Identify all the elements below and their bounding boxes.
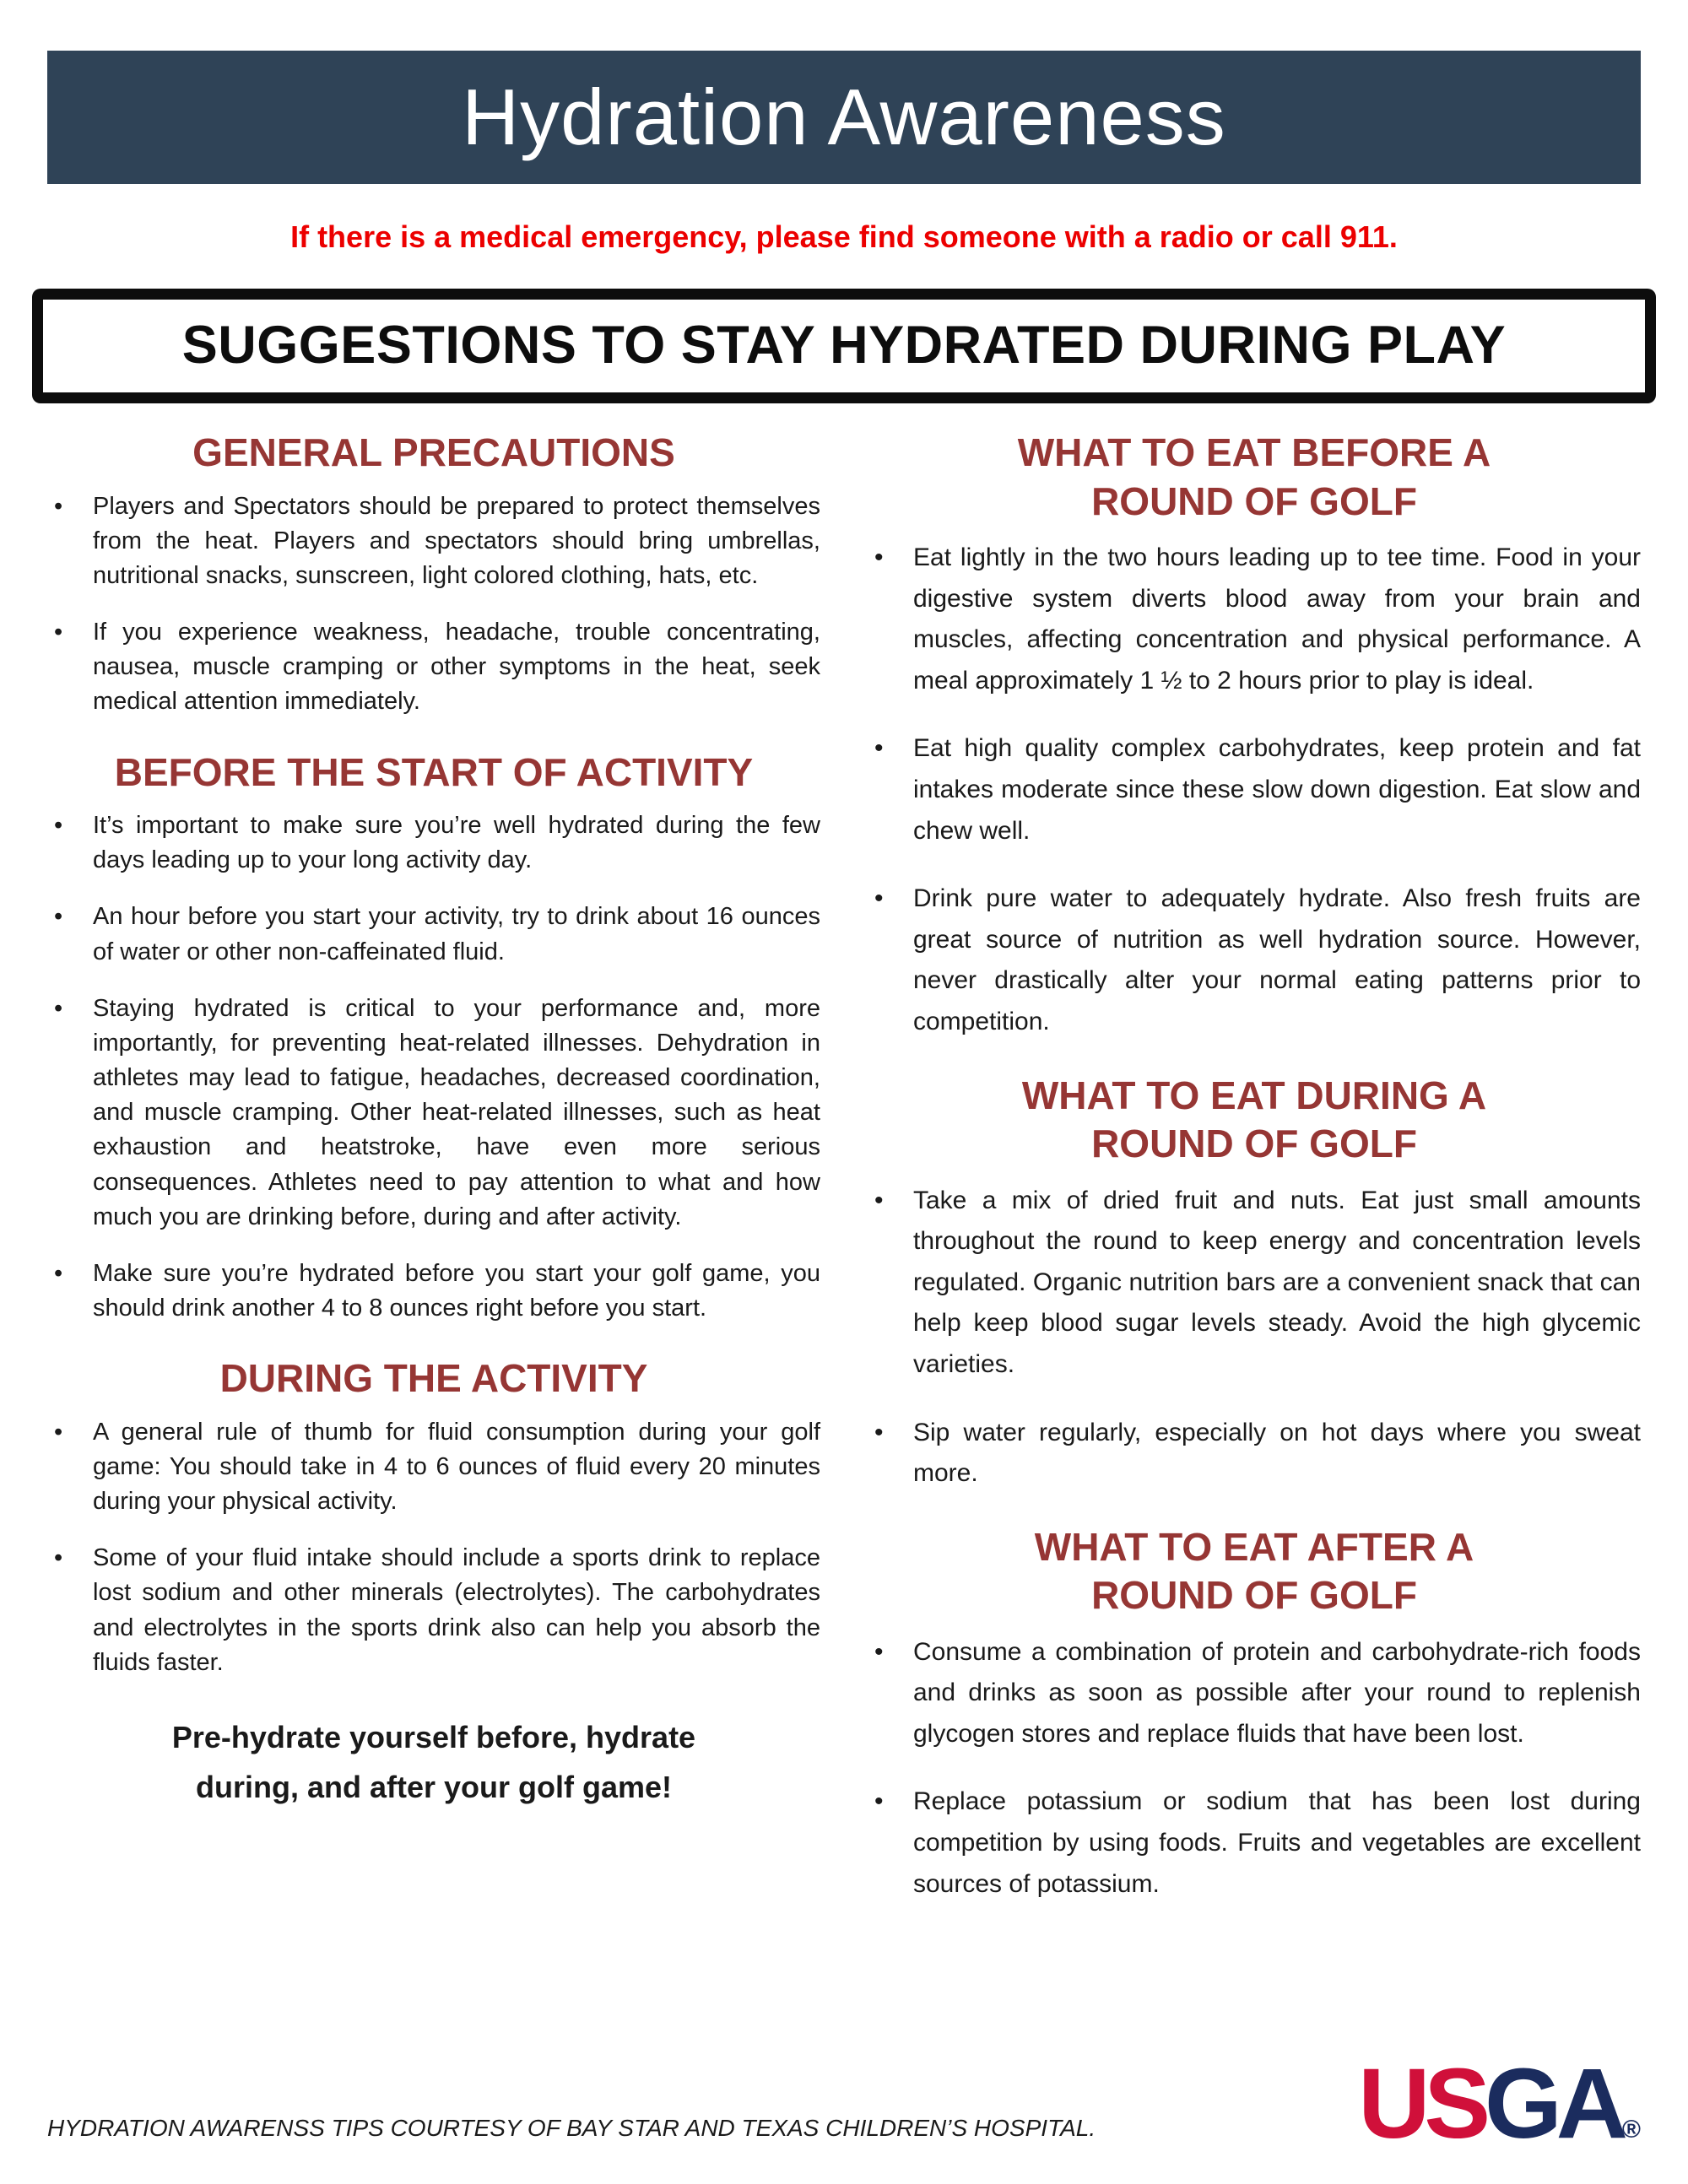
bullet-item [868,878,1641,1042]
bullet-list [47,1415,820,1680]
section-heading [868,429,1641,526]
section-during-activity [47,1354,820,1680]
section-heading [47,429,820,478]
section-heading-line: GENERAL PRECAUTIONS [192,430,675,474]
bullet-text: A general rule of thumb for fluid consumption during your golf game: You should take in 4 to 6 ounces of fluid every 20 minutes during your physical activity. [93,1418,820,1516]
section-heading-line: WHAT TO EAT DURING A [1021,1073,1487,1117]
bullet-item [868,728,1641,851]
bullet-list [868,538,1641,1043]
section-heading [47,749,820,797]
bullet-text: Eat high quality complex carbohydrates, keep protein and fat intakes moderate since these slow down digestion. Eat slow and chew well. [913,734,1641,845]
emergency-notice: If there is a medical emergency, please find someone with a radio or call 911. [290,219,1398,254]
section-heading-line: BEFORE THE START OF ACTIVITY [114,749,754,794]
bullet-text: If you experience weakness, headache, trouble concentrating, nausea, muscle cramping or other symptoms in the heat, seek medical attention immediately. [93,619,820,716]
section-heading-line: ROUND OF GOLF [1091,478,1417,523]
section-eat-before [868,429,1641,1043]
bullet-item [868,1413,1641,1495]
section-before-activity [47,749,820,1327]
right-column [868,425,1641,1932]
title-bar [47,51,1641,184]
bullet-text: Make sure you’re hydrated before you start your golf game, you should drink another 4 to 8 ounces right before you start. [93,1259,820,1322]
usga-logo-us: US [1358,2048,1485,2160]
page-title: Hydration Awareness [462,73,1226,161]
section-heading-line: WHAT TO EAT AFTER A [1034,1524,1474,1569]
section-heading [47,1354,820,1403]
registered-mark-icon: ® [1621,2116,1641,2143]
bullet-list [47,808,820,1326]
bullet-list [868,1181,1641,1495]
bullet-item [47,808,820,878]
bullet-item [47,615,820,720]
section-heading [868,1523,1641,1620]
left-column [47,425,820,1932]
bullet-text: Staying hydrated is critical to your performance and, more importantly, for preventing heat-related illnesses. Dehydration in athletes may lead to fatigue, headaches, decreased coordination, and muscle cramping. Other heat-related illnesses, such as heat exhaustion and heatstroke, have even more serious consequences. Athletes need to pay attention to what and how much you are drinking before, during and after activity. [93,994,820,1230]
bullet-item [47,900,820,969]
usga-logo [1358,2048,1641,2160]
bullet-item [868,538,1641,701]
content-columns [0,425,1688,1932]
bullet-text: Players and Spectators should be prepared to protect themselves from the heat. Players and spectators should bring umbrellas, nutritional snacks, sunscreen, light colored clothing, hats, etc. [93,492,820,589]
usga-logo-ga: GA [1485,2048,1622,2160]
bullet-text: Replace potassium or sodium that has been lost during competition by using foods. Fruits and vegetables are excellent sources of potassium. [913,1787,1641,1898]
section-eat-during [868,1072,1641,1495]
bullet-list [47,489,820,720]
banner-title: SUGGESTIONS TO STAY HYDRATED DURING PLAY [181,316,1507,375]
bullet-item [47,1541,820,1680]
bullet-text: Consume a combination of protein and carbohydrate-rich foods and drinks as soon as possible after your round to replenish glycogen stores and replace fluids that have been lost. [913,1637,1641,1748]
section-heading-line: WHAT TO EAT BEFORE A [1017,430,1491,474]
section-general-precautions [47,429,820,720]
section-heading-line: DURING THE ACTIVITY [219,1356,648,1401]
bullet-item [868,1781,1641,1905]
bullet-item [47,489,820,594]
bullet-item [47,1415,820,1520]
section-eat-after [868,1523,1641,1906]
bullet-item [47,1257,820,1326]
closing-note-line: Pre-hydrate yourself before, hydrate [171,1719,696,1754]
section-heading [868,1072,1641,1169]
bullet-item [868,1181,1641,1386]
section-heading-line: ROUND OF GOLF [1091,1573,1417,1618]
bullet-text: Sip water regularly, especially on hot days where you sweat more. [913,1418,1641,1488]
bullet-text: Take a mix of dried fruit and nuts. Eat just small amounts throughout the round to keep energy and concentration levels regulated. Organic nutrition bars are a convenient snack that can help keep blood sugar levels steady. Avoid the high glycemic varieties. [913,1186,1641,1378]
bullet-text: Eat lightly in the two hours leading up to tee time. Food in your digestive system diverts blood away from your brain and muscles, affecting concentration and physical performance. A meal approximately 1 ½ to 2 hours prior to play is ideal. [913,543,1641,695]
bullet-item [47,992,820,1235]
closing-note [47,1712,820,1813]
banner-box [32,289,1656,403]
bullet-text: An hour before you start your activity, try to drink about 16 ounces of water or other non-caffeinated fluid. [93,903,820,965]
bullet-text: Drink pure water to adequately hydrate. Also fresh fruits are great source of nutrition as well hydration source. However, never drastically alter your normal eating patterns prior to competition. [913,884,1641,1035]
closing-note-line: during, and after your golf game! [195,1770,673,1805]
bullet-item [868,1632,1641,1755]
section-heading-line: ROUND OF GOLF [1091,1122,1417,1166]
bullet-text: It’s important to make sure you’re well hydrated during the few days leading up to your long activity day. [93,812,820,874]
bullet-text: Some of your fluid intake should include a sports drink to replace lost sodium and other minerals (electrolytes). The carbohydrates and electrolytes in the sports drink also can help you absorb the fluids faster. [93,1544,820,1676]
footer-credit: HYDRATION AWARENSS TIPS COURTESY OF BAY STAR AND TEXAS CHILDREN’S HOSPITAL. [47,2115,1096,2141]
footer [47,2048,1641,2160]
bullet-list [868,1632,1641,1906]
